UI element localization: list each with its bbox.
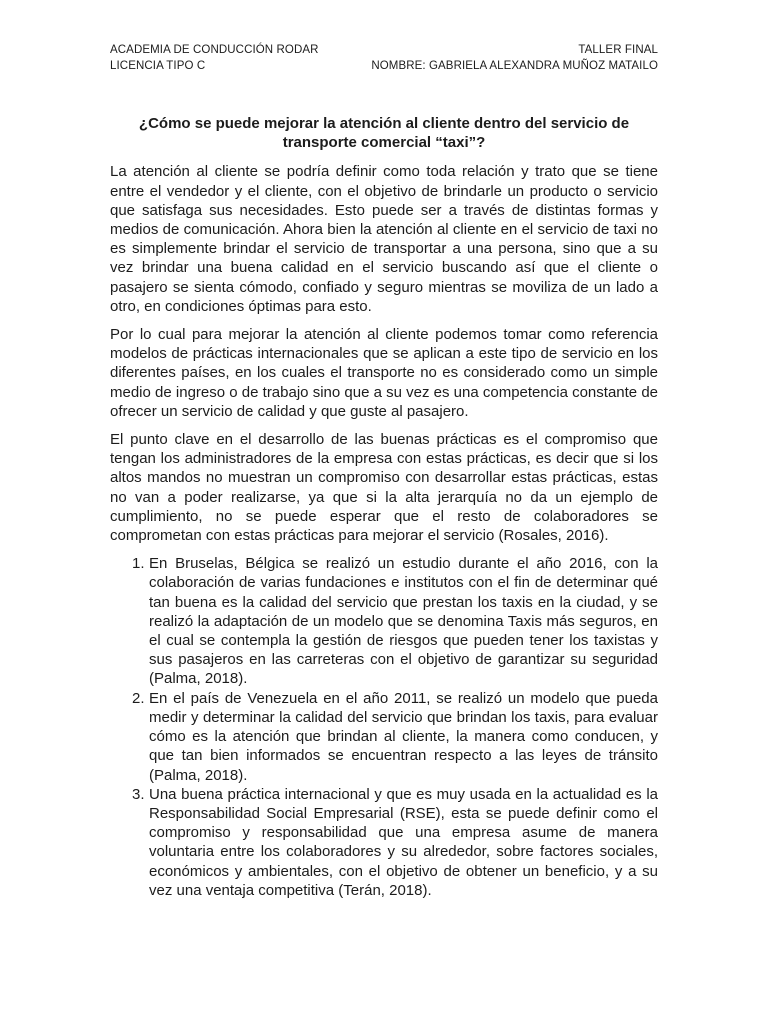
paragraph-3: El punto clave en el desarrollo de las buenas prácticas es el compromiso que tengan los administradores de la empresa con estas prácticas, es decir que si los altos mandos no muestran un compromiso con desarrollar estas prácticas, estas no van a poder realizarse, ya que si la alta jerarquía no da un ejemplo de cumplimiento, no se puede esperar que el resto de colaboradores se comprometan con estas prácticas para mejorar el servicio (Rosales, 2016).	[110, 431, 658, 545]
paragraph-1: La atención al cliente se podría definir como toda relación y trato que se tiene entre el vendedor y el cliente, con el objetivo de brindarle un producto o servicio que satisfaga sus necesidades. Esto puede ser a través de distintas formas y medios de comunicación. Ahora bien la atención al cliente en el servicio de taxi no es simplemente brindar el servicio de transportar a una persona, sino que a su vez brindar una buena calidad en el servicio buscando así que el cliente o pasajero se sienta cómodo, confiado y seguro mientras se moviliza de un lado a otro, en condiciones óptimas para esto.	[110, 163, 658, 315]
header-student-name: NOMBRE: GABRIELA ALEXANDRA MUÑOZ MATAILO	[371, 60, 658, 72]
paragraph-2: Por lo cual para mejorar la atención al cliente podemos tomar como referencia modelos de prácticas internacionales que se aplican a este tipo de servicio en los diferentes países, en los cuales el transporte no es considerado como un simple medio de ingreso o de trabajo sino que a su vez es una competencia constante de ofrecer un servicio de calidad y que guste al pasajero.	[110, 326, 658, 420]
list-item-number: 2.	[132, 689, 145, 707]
list-item-text: Una buena práctica internacional y que es muy usada en la actualidad es la Responsabilidad Social Empresarial (RSE), esta se puede definir como el compromiso y responsabilidad que una empresa asume de manera voluntaria entre los colaboradores y su alrededor, sobre factores sociales, económicos y ambientales, con el objetivo de obtener un beneficio, y a su vez una ventaja competitiva (Terán, 2018).	[149, 785, 658, 899]
header-license: LICENCIA TIPO C	[110, 60, 206, 72]
practices-list	[110, 554, 658, 900]
list-item	[110, 554, 658, 688]
list-item-number: 3.	[132, 785, 145, 803]
list-item	[110, 785, 658, 900]
header-assignment: TALLER FINAL	[578, 44, 658, 56]
list-item-text: En el país de Venezuela en el año 2011, se realizó un modelo que pueda medir y determinar la calidad del servicio que brindan los taxis, para evaluar cómo es la atención que brindan al cliente, la manera como conducen, y que tan bien informados se encuentran respecto a las leyes de tránsito (Palma, 2018).	[149, 689, 658, 784]
header-school: ACADEMIA DE CONDUCCIÓN RODAR	[110, 44, 319, 56]
list-item	[110, 689, 658, 785]
list-item-text: En Bruselas, Bélgica se realizó un estudio durante el año 2016, con la colaboración de varias fundaciones e institutos con el fin de determinar qué tan buena es la calidad del servicio que prestan los taxis en la ciudad, y se realizó la adaptación de un modelo que se denomina Taxis más seguros, en el cual se contempla la gestión de riesgos que pueden tener los taxistas y sus pasajeros en las carreteras con el objetivo de garantizar su seguridad (Palma, 2018).	[149, 555, 658, 688]
document-title: ¿Cómo se puede mejorar la atención al cliente dentro del servicio de transporte comercial “taxi”?	[138, 115, 630, 152]
document-body	[110, 114, 658, 900]
list-item-number: 1.	[132, 555, 145, 573]
